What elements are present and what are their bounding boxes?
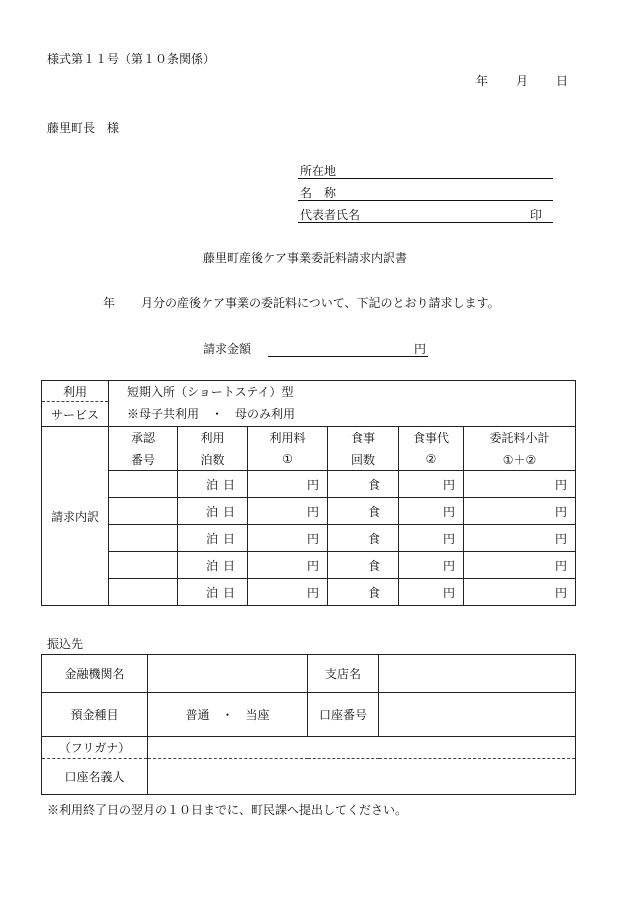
- header-approval: 承認: [109, 427, 178, 449]
- form-number: 様式第１１号（第１０条関係）: [47, 52, 216, 66]
- document-title: 藤里町産後ケア事業委託料請求内訳書: [203, 251, 408, 265]
- stay-unit: 泊: [206, 504, 219, 519]
- submission-note: ※利用終了日の翌月の１０日までに、町民課へ提出してください。: [47, 803, 408, 817]
- table-row: [42, 525, 576, 552]
- fee-unit: 円: [306, 531, 319, 546]
- billing-table: [41, 380, 576, 606]
- subtotal-unit: 円: [555, 504, 568, 519]
- statement-body: 月分の産後ケア事業の委託料について、下記のとおり請求します。: [141, 296, 500, 310]
- day-unit: 日: [222, 558, 235, 573]
- account-type-label: 預金種目: [42, 693, 148, 737]
- account-number-field[interactable]: [379, 693, 576, 737]
- furigana-field[interactable]: [148, 737, 576, 759]
- meal-fee-unit: 円: [442, 504, 455, 519]
- table-row: [42, 471, 576, 498]
- table-row: [42, 579, 576, 606]
- header-meal-fee-sub: ②: [399, 449, 464, 471]
- subtotal-cell[interactable]: [464, 552, 576, 579]
- meal-fee-cell[interactable]: [399, 579, 464, 606]
- date-month: 月: [516, 74, 529, 88]
- nights-cell[interactable]: [178, 498, 248, 525]
- fee-cell[interactable]: [248, 498, 328, 525]
- day-unit: 日: [222, 504, 235, 519]
- subtotal-cell[interactable]: [464, 498, 576, 525]
- meal-unit: 食: [367, 558, 380, 573]
- header-nights-sub: 泊数: [178, 449, 248, 471]
- meal-fee-cell[interactable]: [399, 498, 464, 525]
- header-fee: 利用料: [248, 427, 328, 449]
- nights-cell[interactable]: [178, 579, 248, 606]
- meal-unit: 食: [367, 531, 380, 546]
- name-line[interactable]: [298, 200, 553, 201]
- table-row: [42, 498, 576, 525]
- meal-unit: 食: [367, 585, 380, 600]
- service-options[interactable]: ※母子共利用 ・ 母のみ利用: [109, 402, 576, 427]
- meal-fee-unit: 円: [442, 558, 455, 573]
- seal-mark: 印: [530, 208, 543, 222]
- header-nights: 利用: [178, 427, 248, 449]
- service-type: 短期入所（ショートステイ）型: [109, 381, 576, 402]
- approval-number-cell[interactable]: [109, 552, 178, 579]
- institution-field[interactable]: [148, 655, 308, 693]
- name-label: 名 称: [300, 186, 337, 200]
- meal-unit: 食: [367, 504, 380, 519]
- meals-cell[interactable]: [328, 471, 399, 498]
- header-fee-sub: ①: [248, 449, 328, 471]
- service-label-1: 利用: [42, 381, 109, 402]
- subtotal-unit: 円: [555, 477, 568, 492]
- amount-label: 請求金額: [203, 342, 252, 356]
- header-subtotal-sub: ①＋②: [464, 449, 576, 471]
- representative-label: 代表者氏名: [300, 208, 361, 222]
- meal-fee-unit: 円: [442, 585, 455, 600]
- bank-heading: 振込先: [47, 637, 84, 651]
- subtotal-cell[interactable]: [464, 525, 576, 552]
- date-year: 年: [476, 74, 489, 88]
- meal-fee-unit: 円: [442, 531, 455, 546]
- service-label-2: サービス: [42, 402, 109, 427]
- approval-number-cell[interactable]: [109, 471, 178, 498]
- approval-number-cell[interactable]: [109, 525, 178, 552]
- stay-unit: 泊: [206, 477, 219, 492]
- fee-unit: 円: [306, 504, 319, 519]
- meals-cell[interactable]: [328, 498, 399, 525]
- fee-cell[interactable]: [248, 579, 328, 606]
- holder-label: 口座名義人: [42, 759, 148, 795]
- addressee: 藤里町長 様: [47, 121, 120, 135]
- institution-label: 金融機関名: [42, 655, 148, 693]
- day-unit: 日: [222, 531, 235, 546]
- meals-cell[interactable]: [328, 579, 399, 606]
- header-subtotal: 委託料小計: [464, 427, 576, 449]
- address-line[interactable]: [298, 178, 553, 179]
- header-approval-sub: 番号: [109, 449, 178, 471]
- meal-unit: 食: [367, 477, 380, 492]
- meal-fee-cell[interactable]: [399, 552, 464, 579]
- meal-fee-cell[interactable]: [399, 471, 464, 498]
- nights-cell[interactable]: [178, 471, 248, 498]
- address-label: 所在地: [300, 164, 337, 178]
- fee-unit: 円: [306, 585, 319, 600]
- amount-unit: 円: [414, 342, 427, 356]
- approval-number-cell[interactable]: [109, 498, 178, 525]
- meals-cell[interactable]: [328, 525, 399, 552]
- branch-field[interactable]: [379, 655, 576, 693]
- amount-line[interactable]: [268, 356, 428, 357]
- stay-unit: 泊: [206, 531, 219, 546]
- statement-year: 年: [103, 296, 116, 310]
- day-unit: 日: [222, 477, 235, 492]
- furigana-label: （フリガナ）: [42, 737, 148, 759]
- fee-unit: 円: [306, 558, 319, 573]
- meal-fee-cell[interactable]: [399, 525, 464, 552]
- header-meals: 食事: [328, 427, 399, 449]
- date-day: 日: [556, 74, 569, 88]
- branch-label: 支店名: [308, 655, 379, 693]
- header-meals-sub: 回数: [328, 449, 399, 471]
- subtotal-unit: 円: [555, 558, 568, 573]
- fee-cell[interactable]: [248, 525, 328, 552]
- day-unit: 日: [222, 585, 235, 600]
- subtotal-unit: 円: [555, 531, 568, 546]
- account-number-label: 口座番号: [308, 693, 379, 737]
- account-type-options[interactable]: 普通 ・ 当座: [148, 693, 308, 737]
- fee-cell[interactable]: [248, 471, 328, 498]
- header-meal-fee: 食事代: [399, 427, 464, 449]
- nights-cell[interactable]: [178, 552, 248, 579]
- nights-cell[interactable]: [178, 525, 248, 552]
- table-row: [42, 552, 576, 579]
- subtotal-unit: 円: [555, 585, 568, 600]
- bank-table: [41, 654, 576, 795]
- holder-field[interactable]: [148, 759, 576, 795]
- stay-unit: 泊: [206, 585, 219, 600]
- representative-line[interactable]: [298, 222, 553, 223]
- subtotal-cell[interactable]: [464, 471, 576, 498]
- meals-cell[interactable]: [328, 552, 399, 579]
- stay-unit: 泊: [206, 558, 219, 573]
- approval-number-cell[interactable]: [109, 579, 178, 606]
- detail-section-label: 請求内訳: [42, 427, 109, 606]
- meal-fee-unit: 円: [442, 477, 455, 492]
- subtotal-cell[interactable]: [464, 579, 576, 606]
- fee-unit: 円: [306, 477, 319, 492]
- fee-cell[interactable]: [248, 552, 328, 579]
